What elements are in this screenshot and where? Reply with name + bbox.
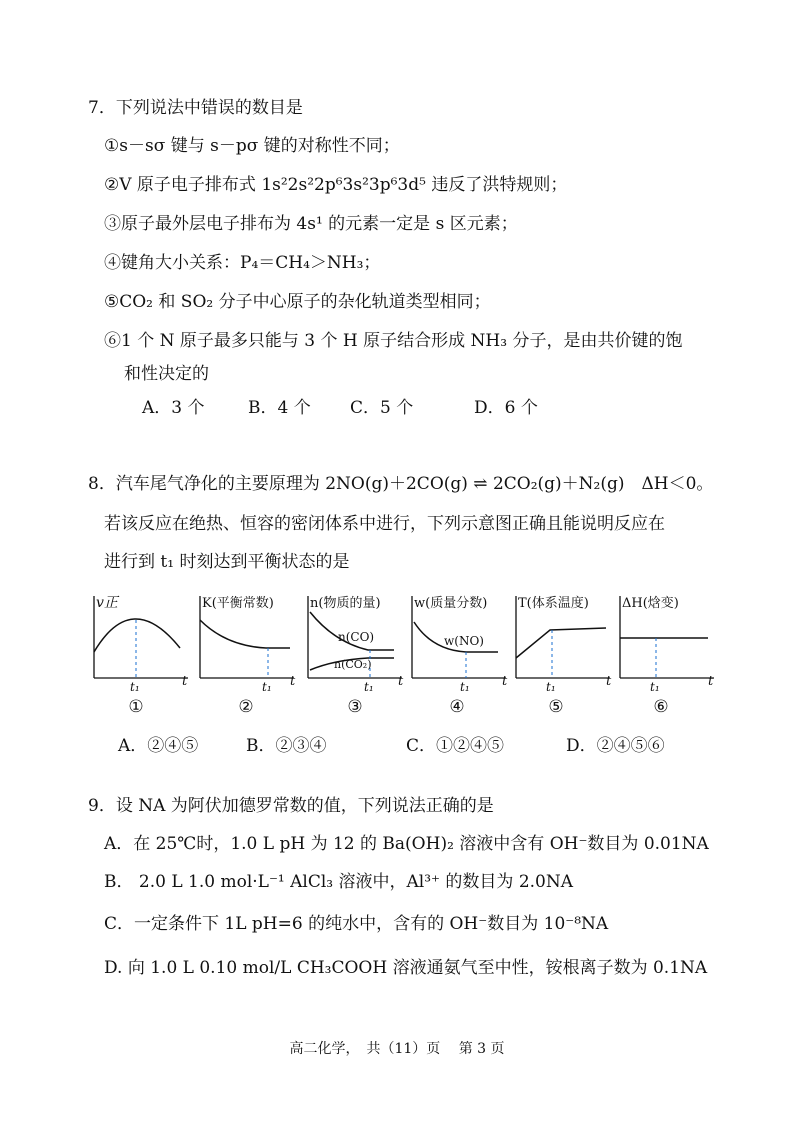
graph-1-curve [94, 619, 180, 652]
q7-choice-c: C．5 个 [350, 398, 414, 418]
q9-option-c: C．一定条件下 1L pH=6 的纯水中，含有的 OH⁻数目为 10⁻⁸NA [104, 914, 609, 934]
q7-item-6: ⑥1 个 N 原子最多只能与 3 个 H 原子结合形成 NH₃ 分子，是由共价键的饱 [104, 331, 683, 351]
graph-4-ylabel: w(质量分数) [414, 596, 488, 611]
q7-item-1: ①s－sσ 键与 s－pσ 键的对称性不同； [104, 136, 400, 156]
q8-choice-b: B．②③④ [246, 736, 327, 756]
q8-choice-a: A．②④⑤ [118, 736, 199, 756]
graph-5 [512, 590, 612, 694]
graph-3-taxis: t [398, 674, 404, 689]
q9-option-d: D. 向 1.0 L 0.10 mol/L CH₃COOH 溶液通氨气至中性，铵根离子数为 0.1NA [104, 958, 708, 978]
graph-4 [408, 590, 508, 694]
graph-5-taxis: t [606, 674, 612, 689]
graph-4-taxis: t [502, 674, 508, 689]
q8-stem-line2: 若该反应在绝热、恒容的密闭体系中进行，下列示意图正确且能说明反应在 [104, 514, 665, 534]
graph-3-t1: t₁ [364, 680, 374, 694]
q9-stem: 9．设 NA 为阿伏加德罗常数的值，下列说法正确的是 [88, 796, 494, 816]
graph-5-t1: t₁ [546, 680, 556, 694]
graph-3-ylabel: n(物质的量) [310, 596, 381, 611]
q7-stem: 7．下列说法中错误的数目是 [88, 98, 303, 118]
page-footer: 高二化学， 共（11）页 第 3 页 [289, 1041, 505, 1057]
graph-1-ylabel: v正 [96, 595, 118, 611]
graph-6-taxis: t [708, 674, 714, 689]
q8-stem-line3: 进行到 t₁ 时刻达到平衡状态的是 [104, 552, 350, 572]
graph-1 [90, 590, 190, 694]
graph-4-label-no: w(NO) [444, 634, 484, 648]
q7-item-2: ②V 原子电子排布式 1s²2s²2p⁶3s²3p⁶3d⁵ 违反了洪特规则； [104, 175, 568, 195]
q9-option-b: B． 2.0 L 1.0 mol·L⁻¹ AlCl₃ 溶液中，Al³⁺ 的数目为 2.0NA [104, 872, 574, 892]
graph-3-label-co: n(CO) [338, 630, 375, 644]
graph-6 [616, 590, 716, 694]
graph-4-t1: t₁ [460, 680, 470, 694]
graph-2-number: ② [238, 697, 254, 717]
q7-item-3: ③原子最外层电子排布为 4s¹ 的元素一定是 s 区元素； [104, 214, 518, 234]
graph-1-taxis: t [182, 674, 188, 689]
q9-option-a: A．在 25℃时，1.0 L pH 为 12 的 Ba(OH)₂ 溶液中含有 OH⁻数目为 0.01NA [104, 834, 709, 854]
q7-choice-d: D．6 个 [474, 398, 538, 418]
graph-1-t1: t₁ [130, 680, 140, 694]
q7-item-4: ④键角大小关系：P₄＝CH₄＞NH₃； [104, 253, 381, 273]
graph-2-t1: t₁ [262, 680, 272, 694]
graph-2-ylabel: K(平衡常数) [202, 596, 274, 611]
graph-3 [304, 590, 404, 694]
q8-choice-c: C．①②④⑤ [406, 736, 505, 756]
q8-stem-line1: 8．汽车尾气净化的主要原理为 2NO(g)＋2CO(g) ⇌ 2CO₂(g)＋N₂(g) ΔH＜0。 [88, 474, 714, 494]
graph-4-number: ④ [449, 697, 465, 717]
graph-2 [196, 590, 296, 694]
graph-6-ylabel: ΔH(焓变) [622, 596, 679, 611]
graph-1-number: ① [128, 697, 144, 717]
q7-item-5: ⑤CO₂ 和 SO₂ 分子中心原子的杂化轨道类型相同； [104, 292, 491, 312]
q8-choice-d: D．②④⑤⑥ [566, 736, 665, 756]
graph-5-ylabel: T(体系温度) [518, 596, 589, 611]
q7-choice-a: A．3 个 [142, 398, 205, 418]
q7-item-6-cont: 和性决定的 [124, 364, 209, 384]
graph-5-number: ⑤ [548, 697, 564, 717]
graph-5-curve [516, 628, 606, 658]
graph-6-t1: t₁ [650, 680, 660, 694]
graph-2-taxis: t [290, 674, 296, 689]
q7-choice-b: B．4 个 [248, 398, 311, 418]
graph-3-number: ③ [347, 697, 363, 717]
graph-6-number: ⑥ [653, 697, 669, 717]
graph-2-curve [200, 620, 290, 648]
graph-3-label-co2: n(CO₂) [334, 658, 372, 671]
